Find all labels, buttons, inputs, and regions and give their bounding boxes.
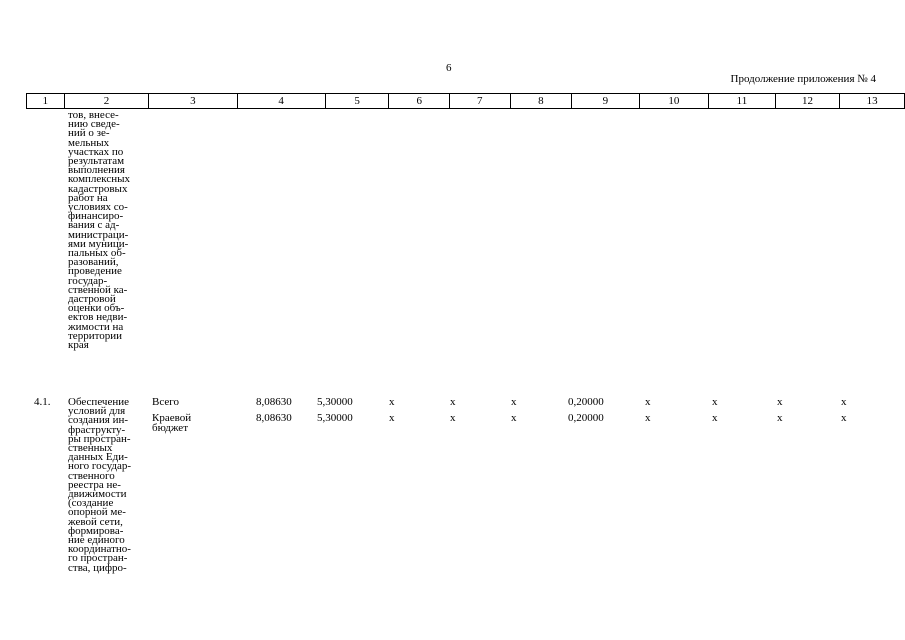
total-col-11: х bbox=[712, 396, 718, 408]
column-header-3: 3 bbox=[149, 94, 237, 109]
page-number: 6 bbox=[446, 62, 452, 74]
column-header-12: 12 bbox=[775, 94, 840, 109]
total-col-7: х bbox=[450, 396, 456, 408]
regional-col-8: х bbox=[511, 412, 517, 424]
column-header-5: 5 bbox=[325, 94, 389, 109]
column-header-1: 1 bbox=[27, 94, 65, 109]
funding-source-regional: Краевой бюджет bbox=[152, 412, 192, 434]
total-col-5: 5,30000 bbox=[317, 396, 353, 408]
total-col-8: х bbox=[511, 396, 517, 408]
column-header-9: 9 bbox=[572, 94, 640, 109]
regional-col-12: х bbox=[777, 412, 783, 424]
regional-col-7: х bbox=[450, 412, 456, 424]
item-number: 4.1. bbox=[34, 396, 51, 408]
regional-col-11: х bbox=[712, 412, 718, 424]
item-name-text: Обеспечение условий для создания ин- фраструкту- ры простран- ственных данных Еди- ного государ- ственного реестра не- движимости (создание опорной ме- жевой сети, формирова- ние единого координатно- го простран- ства, цифро- bbox=[68, 396, 132, 574]
regional-col-10: х bbox=[645, 412, 651, 424]
column-header-6: 6 bbox=[389, 94, 450, 109]
column-header-10: 10 bbox=[639, 94, 709, 109]
regional-col-9: 0,20000 bbox=[568, 412, 604, 424]
funding-source-total: Всего bbox=[152, 396, 179, 408]
regional-col-4: 8,08630 bbox=[256, 412, 292, 424]
total-col-4: 8,08630 bbox=[256, 396, 292, 408]
column-header-13: 13 bbox=[840, 94, 905, 109]
regional-col-13: х bbox=[841, 412, 847, 424]
column-header-7: 7 bbox=[449, 94, 510, 109]
column-header-8: 8 bbox=[510, 94, 572, 109]
column-header-2: 2 bbox=[64, 94, 148, 109]
total-col-6: х bbox=[389, 396, 395, 408]
column-number-header bbox=[26, 93, 905, 109]
regional-col-6: х bbox=[389, 412, 395, 424]
column-header-4: 4 bbox=[237, 94, 325, 109]
regional-col-5: 5,30000 bbox=[317, 412, 353, 424]
total-col-12: х bbox=[777, 396, 783, 408]
total-col-10: х bbox=[645, 396, 651, 408]
continuation-label: Продолжение приложения № 4 bbox=[730, 73, 876, 85]
column-header-11: 11 bbox=[709, 94, 776, 109]
total-col-13: х bbox=[841, 396, 847, 408]
total-col-9: 0,20000 bbox=[568, 396, 604, 408]
prev-item-name-text: тов, внесе- нию сведе- ний о зе- мельных участках по результатам выполнения комплексных кадастровых работ на условиях со- финансиро- вания с ад- министраци- ями муници- пальных об- разований, проведение государ- ственной ка- дастровой оценки объ- ектов недви- жимости на территории края bbox=[68, 109, 131, 352]
